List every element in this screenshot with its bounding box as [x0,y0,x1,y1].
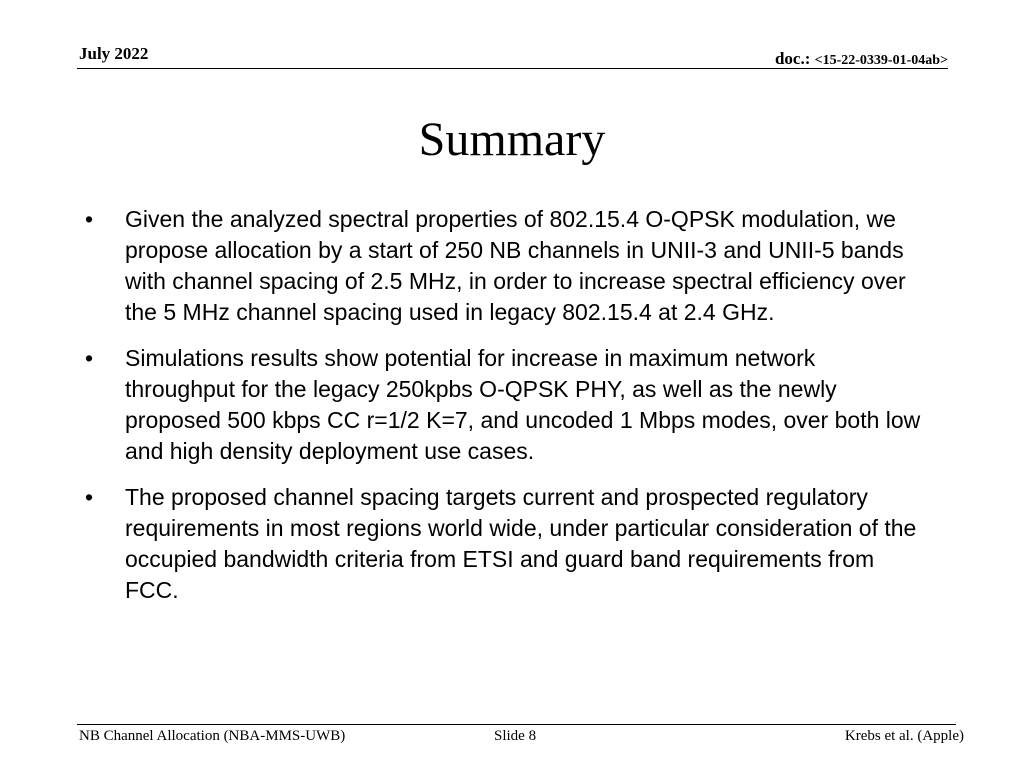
bullet-item [85,204,925,328]
header-divider [77,68,948,69]
footer-slide-number: Slide 8 [494,728,537,744]
doc-label: doc.: [774,49,815,68]
bullet-text: The proposed channel spacing targets current and prospected regulatory requirements in most regions world wide, under particular consideration of the occupied bandwidth criteria from ETSI and guard band requirements from FCC. [125,484,917,603]
bullet-list [85,204,925,621]
slide-title: Summary [418,113,606,166]
bullet-icon: • [85,484,94,510]
footer-authors: Krebs et al. (Apple) [844,728,964,744]
bullet-icon: • [85,206,94,232]
bullet-text: Simulations results show potential for increase in maximum network throughput for the legacy 250kpbs O-QPSK PHY, as well as the newly proposed 500 kbps CC r=1/2 K=7, and uncoded 1 Mbps modes, over both low and high density deployment use cases. [125,345,921,464]
doc-number: <15-22-0339-01-04ab> [814,53,948,68]
bullet-item [85,343,925,467]
header-date: July 2022 [79,44,149,63]
bullet-item [85,482,925,606]
footer-divider [77,724,956,725]
footer-presentation-title: NB Channel Allocation (NBA-MMS-UWB) [79,728,346,744]
bullet-text: Given the analyzed spectral properties of 802.15.4 O-QPSK modulation, we propose allocation by a start of 250 NB channels in UNII-3 and UNII-5 bands with channel spacing of 2.5 MHz, in order to increase spectral efficiency over the 5 MHz channel spacing used in legacy 802.15.4 at 2.4 GHz. [125,206,906,325]
bullet-icon: • [85,345,94,371]
